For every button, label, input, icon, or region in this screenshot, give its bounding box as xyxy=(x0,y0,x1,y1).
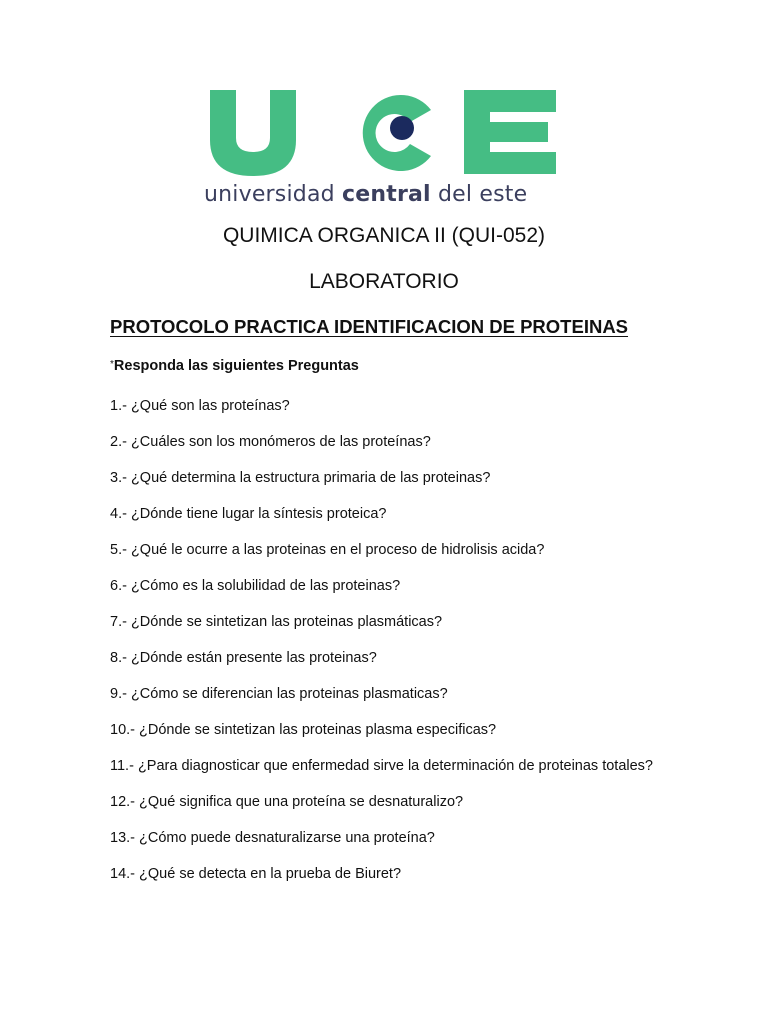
question-text: ¿Qué se detecta en la prueba de Biuret? xyxy=(139,866,402,882)
logo-tagline-del-este: del este xyxy=(437,182,528,207)
question-number: 10.- xyxy=(110,722,135,738)
question-3 xyxy=(110,466,710,490)
question-text: ¿Qué significa que una proteína se desnaturalizo? xyxy=(139,794,464,810)
instruction-star: * xyxy=(110,359,114,370)
question-number: 13.- xyxy=(110,830,135,846)
question-number: 6.- xyxy=(110,578,127,594)
question-14 xyxy=(110,862,710,886)
question-8 xyxy=(110,646,710,670)
question-11 xyxy=(110,754,710,778)
question-text: ¿Dónde tiene lugar la síntesis proteica? xyxy=(130,506,387,522)
question-number: 7.- xyxy=(110,614,127,630)
question-text: ¿Cómo se diferencian las proteinas plasmaticas? xyxy=(130,686,448,702)
logo-tagline-central: central xyxy=(342,182,431,207)
logo-tagline-universidad: universidad xyxy=(204,182,335,207)
logo-dot-icon xyxy=(390,116,414,140)
question-number: 12.- xyxy=(110,794,135,810)
question-number: 4.- xyxy=(110,506,127,522)
question-text: ¿Qué determina la estructura primaria de las proteinas? xyxy=(130,470,491,486)
question-list xyxy=(110,394,710,898)
uce-letters-mark xyxy=(204,86,564,178)
question-number: 5.- xyxy=(110,542,127,558)
question-4 xyxy=(110,502,710,526)
question-2 xyxy=(110,430,710,454)
question-number: 8.- xyxy=(110,650,127,666)
question-number: 11.- xyxy=(110,758,134,774)
question-text: ¿Dónde están presente las proteinas? xyxy=(130,650,377,666)
question-number: 14.- xyxy=(110,866,135,882)
question-13 xyxy=(110,826,710,850)
question-1 xyxy=(110,394,710,418)
question-text: ¿Cuáles son los monómeros de las proteínas? xyxy=(130,434,431,450)
question-text: ¿Cómo es la solubilidad de las proteinas? xyxy=(130,578,401,594)
question-9 xyxy=(110,682,710,706)
question-number: 1.- xyxy=(110,398,127,414)
question-10 xyxy=(110,718,710,742)
question-text: ¿Dónde se sintetizan las proteinas plasmáticas? xyxy=(130,614,443,630)
logo-tagline xyxy=(204,182,564,207)
question-6 xyxy=(110,574,710,598)
lab-title: LABORATORIO xyxy=(309,270,459,293)
question-number: 9.- xyxy=(110,686,127,702)
question-12 xyxy=(110,790,710,814)
course-title: QUIMICA ORGANICA II (QUI-052) xyxy=(222,224,546,247)
protocol-title: PROTOCOLO PRACTICA IDENTIFICACION DE PROTEINAS xyxy=(110,316,629,337)
question-text: ¿Cómo puede desnaturalizarse una proteína? xyxy=(139,830,435,846)
question-7 xyxy=(110,610,710,634)
uce-logo xyxy=(204,86,564,210)
question-number: 3.- xyxy=(110,470,127,486)
instruction-text: Responda las siguientes Preguntas xyxy=(113,358,359,374)
question-text: ¿Qué le ocurre a las proteinas en el proceso de hidrolisis acida? xyxy=(130,542,545,558)
question-text: ¿Dónde se sintetizan las proteinas plasma especificas? xyxy=(139,722,497,738)
question-number: 2.- xyxy=(110,434,127,450)
question-text: ¿Qué son las proteínas? xyxy=(130,398,290,414)
instruction xyxy=(110,358,359,374)
question-5 xyxy=(110,538,710,562)
question-text: ¿Para diagnosticar que enfermedad sirve la determinación de proteinas totales? xyxy=(137,758,654,774)
